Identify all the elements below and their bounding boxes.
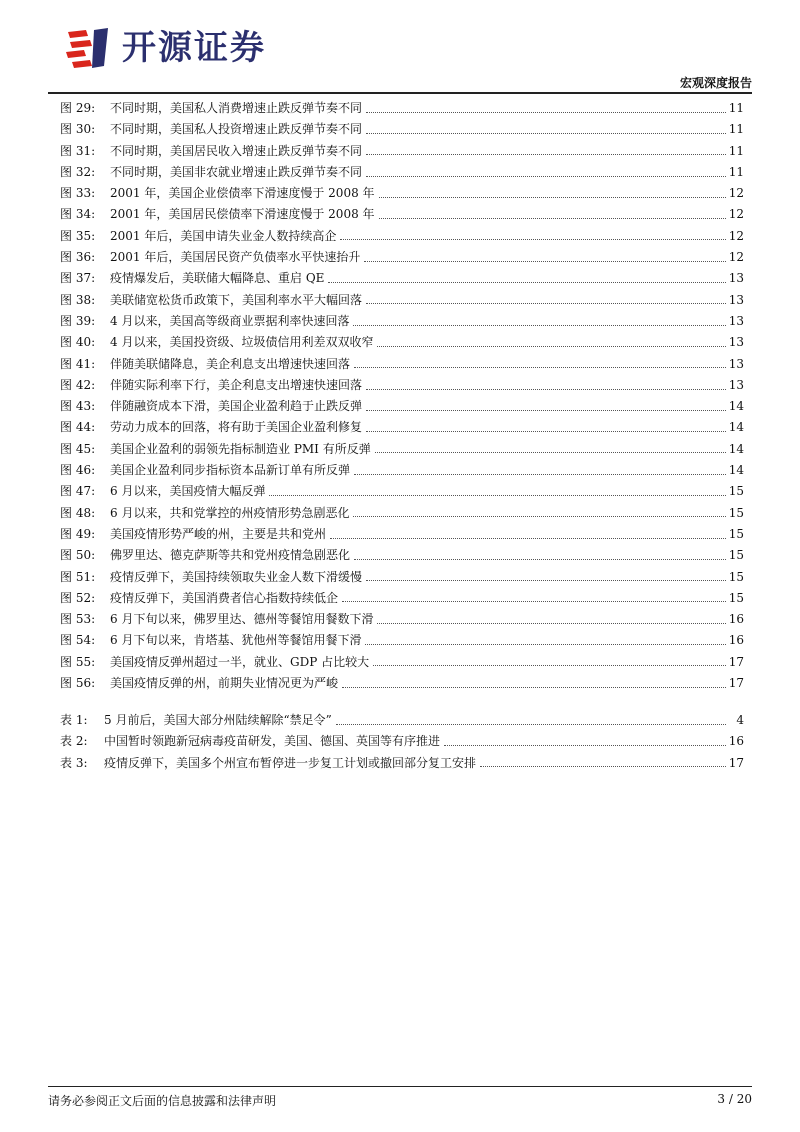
entry-page: 16: [728, 633, 744, 648]
entry-title: 美联储宽松货币政策下，美国利率水平大幅回落: [110, 292, 363, 307]
entry-title: 美国疫情形势严峻的州，主要是共和党州: [110, 526, 327, 541]
dot-leader: [373, 664, 726, 666]
entry-page: 15: [728, 484, 744, 499]
dot-leader: [328, 281, 726, 283]
entry-label: 图 31:: [60, 143, 96, 158]
entry-title: 6 月下旬以来，肯塔基、犹他州等餐馆用餐下滑: [110, 633, 362, 648]
entry-page: 14: [728, 441, 744, 456]
logo-mark-icon: [64, 26, 112, 70]
entry-page: 15: [728, 569, 744, 584]
dot-leader: [379, 217, 726, 219]
toc-entry[interactable]: [60, 141, 744, 162]
entry-page: 13: [728, 313, 744, 328]
toc-entry[interactable]: [60, 439, 744, 460]
entry-label: 图 49:: [60, 526, 96, 541]
entry-page: 14: [728, 463, 744, 478]
dot-leader: [366, 579, 726, 581]
entry-label: 图 51:: [60, 569, 96, 584]
entry-page: 11: [728, 122, 744, 137]
entry-label: 图 35:: [60, 228, 96, 243]
entry-title: 6 月下旬以来，佛罗里达、德州等餐馆用餐数下滑: [110, 612, 374, 627]
toc-entry[interactable]: [60, 417, 744, 438]
entry-title: 2001 年后，美国申请失业金人数持续高企: [110, 228, 337, 243]
entry-label: 图 43:: [60, 399, 96, 414]
dot-leader: [377, 345, 726, 347]
entry-label: 图 29:: [60, 101, 96, 115]
toc-entry[interactable]: [60, 652, 744, 673]
entry-title: 疫情反弹下，美国消费者信心指数持续低企: [110, 590, 339, 605]
dot-leader: [330, 537, 726, 539]
table-list: [60, 710, 744, 774]
toc-entry[interactable]: [60, 268, 744, 289]
dot-leader: [366, 153, 726, 155]
dot-leader: [375, 451, 726, 453]
toc-entry[interactable]: [60, 545, 744, 566]
entry-label: 图 44:: [60, 420, 96, 435]
entry-page: 16: [728, 612, 744, 627]
entry-page: 13: [728, 271, 744, 286]
entry-title: 伴随实际利率下行，美企利息支出增速快速回落: [110, 377, 363, 392]
entry-title: 疫情反弹下，美国多个州宣布暂停进一步复工计划或撤回部分复工安排: [104, 755, 477, 770]
toc-entry[interactable]: [60, 481, 744, 502]
dot-leader: [342, 600, 726, 602]
entry-title: 美国企业盈利的弱领先指标制造业 PMI 有所反弹: [110, 441, 371, 456]
entry-title: 劳动力成本的回落，将有助于美国企业盈利修复: [110, 420, 363, 435]
toc-entry[interactable]: [60, 753, 744, 774]
entry-page: 15: [728, 548, 744, 563]
toc-entry[interactable]: [60, 396, 744, 417]
entry-page: 17: [728, 654, 744, 669]
entry-title: 不同时期，美国私人消费增速止跌反弹节奏不同: [110, 101, 363, 115]
entry-title: 疫情爆发后，美联储大幅降息、重启 QE: [110, 271, 325, 286]
toc-entry[interactable]: [60, 609, 744, 630]
entry-page: 15: [728, 526, 744, 541]
entry-label: 图 55:: [60, 654, 96, 669]
toc-entry[interactable]: [60, 290, 744, 311]
entry-label: 图 34:: [60, 207, 96, 222]
header-divider: [48, 92, 752, 94]
dot-leader: [366, 175, 726, 177]
toc-entry[interactable]: [60, 162, 744, 183]
dot-leader: [444, 744, 726, 746]
entry-page: 11: [728, 143, 744, 158]
brand-name: 开源证券: [122, 28, 266, 68]
toc-entry[interactable]: [60, 710, 744, 731]
entry-label: 图 32:: [60, 164, 96, 179]
dot-leader: [379, 196, 726, 198]
entry-title: 6 月以来，共和党掌控的州疫情形势急剧恶化: [110, 505, 350, 520]
entry-title: 中国暂时领跑新冠病毒疫苗研发，美国、德国、英国等有序推进: [104, 734, 441, 749]
toc-entry[interactable]: [60, 567, 744, 588]
entry-page: 13: [728, 292, 744, 307]
entry-page: 14: [728, 420, 744, 435]
dot-leader: [342, 686, 726, 688]
report-type: 宏观深度报告: [679, 76, 752, 90]
entry-label: 图 56:: [60, 676, 96, 691]
entry-page: 4: [736, 713, 744, 727]
dot-leader: [366, 388, 726, 390]
dot-leader: [354, 558, 726, 560]
figure-list: [60, 98, 744, 694]
entry-page: 11: [728, 164, 744, 179]
entry-title: 美国疫情反弹的州，前期失业情况更为严峻: [110, 676, 339, 691]
toc-entry[interactable]: [60, 204, 744, 225]
entry-label: 图 42:: [60, 377, 96, 392]
dot-leader: [336, 723, 726, 725]
entry-page: 15: [728, 505, 744, 520]
entry-label: 图 48:: [60, 505, 96, 520]
toc-entry[interactable]: [60, 731, 744, 752]
entry-label: 图 52:: [60, 590, 96, 605]
dot-leader: [354, 473, 726, 475]
dot-leader: [353, 324, 726, 326]
toc-entry[interactable]: [60, 375, 744, 396]
entry-page: 13: [728, 356, 744, 371]
entry-page: 14: [728, 399, 744, 414]
dot-leader: [364, 260, 726, 262]
entry-page: 11: [728, 101, 744, 115]
entry-label: 表 1:: [60, 713, 88, 727]
toc-entry[interactable]: [60, 354, 744, 375]
entry-label: 图 47:: [60, 484, 96, 499]
entry-title: 2001 年后，美国居民资产负债率水平快速抬升: [110, 250, 361, 265]
entry-label: 图 45:: [60, 441, 96, 456]
page-number: 3 / 20: [717, 1092, 752, 1106]
toc-entry[interactable]: [60, 332, 744, 353]
entry-page: 12: [728, 228, 744, 243]
entry-title: 伴随融资成本下滑，美国企业盈利趋于止跌反弹: [110, 399, 363, 414]
entry-label: 图 38:: [60, 292, 96, 307]
toc-entry[interactable]: [60, 503, 744, 524]
entry-label: 图 41:: [60, 356, 96, 371]
entry-label: 图 40:: [60, 335, 96, 350]
dot-leader: [354, 366, 726, 368]
entry-label: 图 33:: [60, 186, 96, 201]
dot-leader: [353, 515, 726, 517]
entry-label: 表 2:: [60, 734, 88, 749]
toc-entry[interactable]: [60, 226, 744, 247]
toc-entry[interactable]: [60, 630, 744, 651]
entry-title: 佛罗里达、德克萨斯等共和党州疫情急剧恶化: [110, 548, 351, 563]
entry-title: 不同时期，美国居民收入增速止跌反弹节奏不同: [110, 143, 363, 158]
entry-page: 16: [728, 734, 744, 749]
entry-title: 4 月以来，美国投资级、垃圾债信用利差双双收窄: [110, 335, 374, 350]
dot-leader: [366, 302, 726, 304]
dot-leader: [269, 494, 726, 496]
entry-label: 图 50:: [60, 548, 96, 563]
dot-leader: [480, 765, 726, 767]
entry-label: 表 3:: [60, 755, 88, 770]
footer-divider: [48, 1086, 752, 1087]
entry-title: 不同时期，美国私人投资增速止跌反弹节奏不同: [110, 122, 363, 137]
toc-entry[interactable]: [60, 183, 744, 204]
entry-page: 17: [728, 676, 744, 691]
toc-entry[interactable]: [60, 460, 744, 481]
entry-page: 15: [728, 590, 744, 605]
entry-title: 疫情反弹下，美国持续领取失业金人数下滑缓慢: [110, 569, 363, 584]
toc-entry[interactable]: [60, 247, 744, 268]
entry-label: 图 36:: [60, 250, 96, 265]
entry-title: 5 月前后，美国大部分州陆续解除“禁足令”: [104, 713, 332, 727]
entry-title: 不同时期，美国非农就业增速止跌反弹节奏不同: [110, 164, 363, 179]
entry-title: 6 月以来，美国疫情大幅反弹: [110, 484, 266, 499]
entry-page: 12: [728, 250, 744, 265]
entry-title: 2001 年，美国居民偿债率下滑速度慢于 2008 年: [110, 207, 375, 222]
entry-page: 12: [728, 186, 744, 201]
toc-entry[interactable]: [60, 119, 744, 140]
dot-leader: [366, 132, 726, 134]
toc-entry[interactable]: [60, 524, 744, 545]
entry-label: 图 37:: [60, 271, 96, 286]
entry-title: 4 月以来，美国高等级商业票据利率快速回落: [110, 313, 350, 328]
dot-leader: [365, 643, 726, 645]
entry-page: 13: [728, 377, 744, 392]
entry-label: 图 30:: [60, 122, 96, 137]
dot-leader: [366, 111, 726, 113]
entry-page: 17: [728, 755, 744, 770]
entry-page: 13: [728, 335, 744, 350]
entry-title: 2001 年，美国企业偿债率下滑速度慢于 2008 年: [110, 186, 375, 201]
entry-title: 美国疫情反弹州超过一半，就业、GDP 占比较大: [110, 654, 370, 669]
entry-label: 图 39:: [60, 313, 96, 328]
company-logo: [64, 24, 266, 72]
entry-page: 12: [728, 207, 744, 222]
entry-label: 图 53:: [60, 612, 96, 627]
entry-label: 图 46:: [60, 463, 96, 478]
entry-title: 美国企业盈利同步指标资本品新订单有所反弹: [110, 463, 351, 478]
dot-leader: [340, 238, 726, 240]
dot-leader: [366, 430, 726, 432]
toc-entry[interactable]: [60, 588, 744, 609]
toc-entry[interactable]: [60, 673, 744, 694]
dot-leader: [377, 622, 726, 624]
entry-label: 图 54:: [60, 633, 96, 648]
dot-leader: [366, 409, 726, 411]
footer-disclaimer: 请务必参阅正文后面的信息披露和法律声明: [48, 1094, 277, 1108]
toc-entry[interactable]: [60, 98, 744, 119]
toc-entry[interactable]: [60, 311, 744, 332]
entry-title: 伴随美联储降息，美企利息支出增速快速回落: [110, 356, 351, 371]
